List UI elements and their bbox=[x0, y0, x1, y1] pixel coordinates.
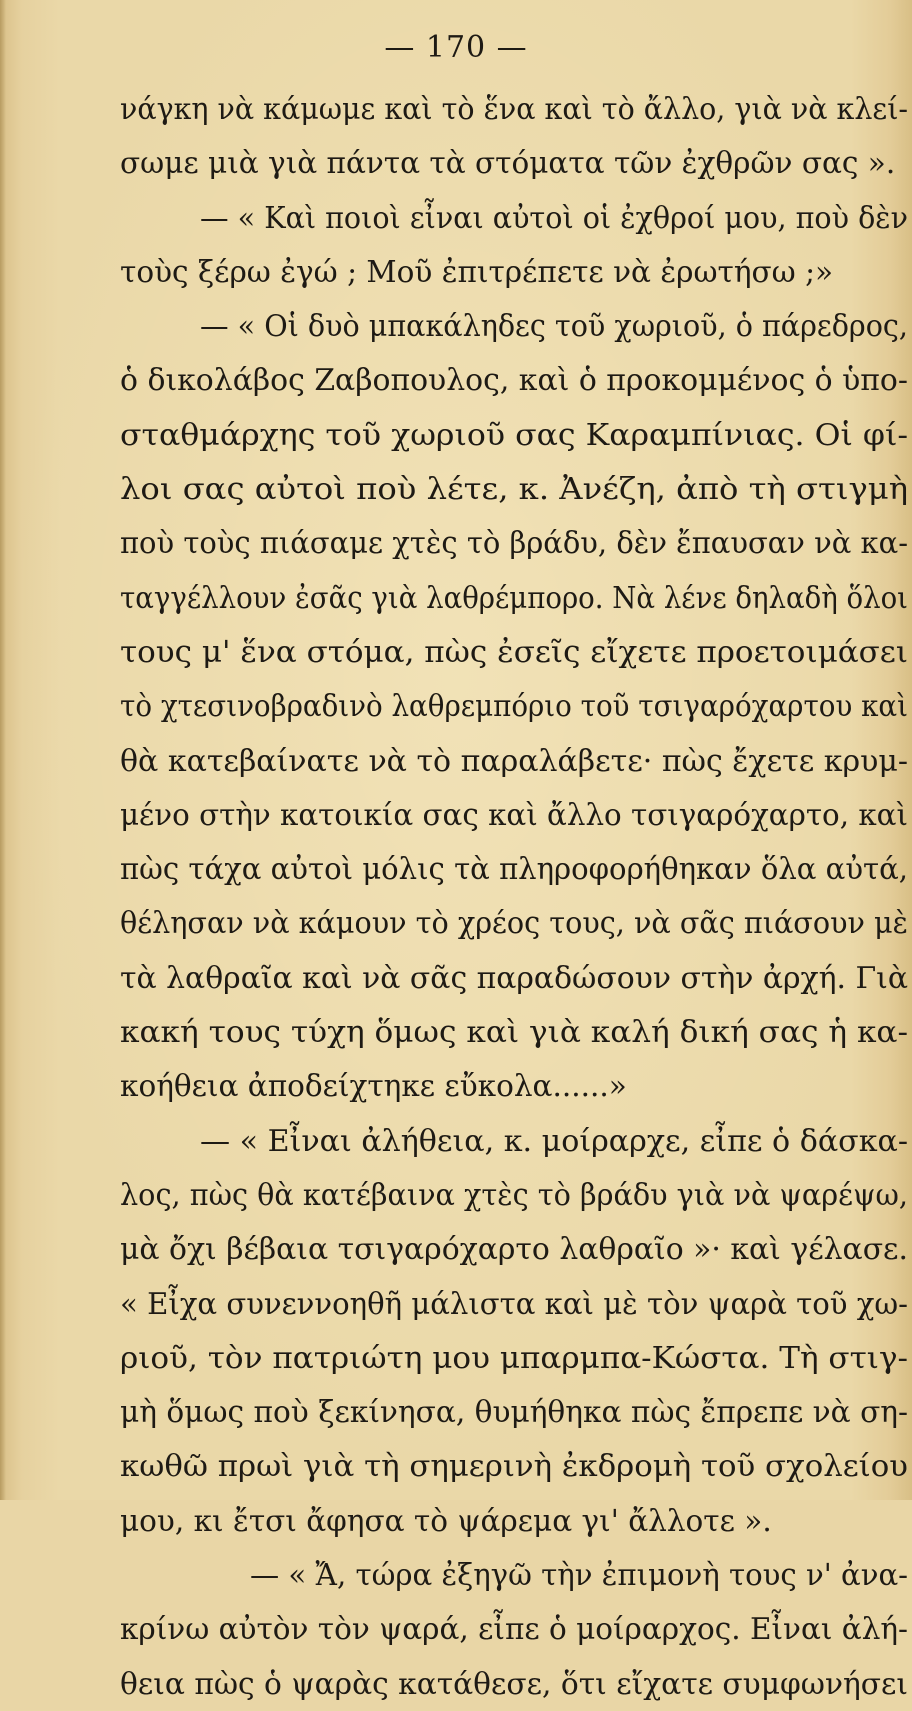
text-line: μένο στὴν κατοικία σας καὶ ἄλλο τσιγαρόχαρτο, καὶ bbox=[120, 797, 908, 832]
text-line: « Εἶχα συνεννοηθῆ μάλιστα καὶ μὲ τὸν ψαρὰ τοῦ χω- bbox=[120, 1286, 908, 1321]
text-line: κωθῶ πρωὶ γιὰ τὴ σημερινὴ ἐκδρομὴ τοῦ σχολείου bbox=[120, 1449, 908, 1484]
text-line: λος, πὼς θὰ κατέβαινα χτὲς τὸ βράδυ γιὰ νὰ ψαρέψω, bbox=[120, 1177, 908, 1212]
text-line: θεια πὼς ὁ ψαρὰς κατάθεσε, ὅτι εἴχατε συμφωνήσει bbox=[120, 1666, 908, 1701]
text-line: ποὺ τοὺς πιάσαμε χτὲς τὸ βράδυ, δὲν ἔπαυσαν νὰ κα- bbox=[120, 526, 908, 561]
text-line: τὸ χτεσινοβραδινὸ λαθρεμπόριο τοῦ τσιγαρόχαρτου καὶ bbox=[120, 689, 908, 724]
text-line: πὼς τάχα αὐτοὶ μόλις τὰ πληροφορήθηκαν ὅλα αὐτά, bbox=[120, 852, 908, 887]
page-number: — 170 — bbox=[384, 30, 528, 65]
text-line: σωμε μιὰ γιὰ πάντα τὰ στόματα τῶν ἐχθρῶν σας ». bbox=[120, 146, 896, 181]
page-edge-shadow bbox=[0, 0, 6, 1500]
text-line: ταγγέλλουν ἐσᾶς γιὰ λαθρέμπορο. Νὰ λένε δηλαδὴ ὅλοι bbox=[120, 580, 908, 615]
text-line: τὰ λαθραῖα καὶ νὰ σᾶς παραδώσουν στὴν ἀρχή. Γιὰ bbox=[120, 960, 908, 995]
text-line: κρίνω αὐτὸν τὸν ψαρά, εἶπε ὁ μοίραρχος. Εἶναι ἀλή- bbox=[120, 1612, 908, 1647]
text-line: τοὺς ξέρω ἐγώ ; Μοῦ ἐπιτρέπετε νὰ ἐρωτήσω ;» bbox=[120, 254, 834, 289]
text-line: σταθμάρχης τοῦ χωριοῦ σας Καραμπίνιας. Οἱ φί- bbox=[120, 417, 908, 452]
text-line: μὰ ὄχι βέβαια τσιγαρόχαρτο λαθραῖο »· καὶ γέλασε. bbox=[120, 1232, 908, 1267]
text-line: θὰ κατεβαίνατε νὰ τὸ παραλάβετε· πὼς ἔχετε κρυμ- bbox=[120, 743, 908, 778]
text-line: ριοῦ, τὸν πατριώτη μου μπαρμπα-Κώστα. Τὴ στιγ- bbox=[120, 1340, 908, 1375]
body-text bbox=[120, 82, 908, 1711]
text-line: λοι σας αὐτοὶ ποὺ λέτε, κ. Ἀνέζη, ἀπὸ τὴ στιγμὴ bbox=[120, 472, 908, 507]
text-line: ὁ δικολάβος Ζαβοπουλος, καὶ ὁ προκομμένος ὁ ὑπο- bbox=[120, 363, 908, 398]
text-line: — « Καὶ ποιοὶ εἶναι αὐτοὶ οἱ ἐχθροί μου, ποὺ δὲν bbox=[200, 200, 908, 235]
text-line: — « Ἄ, τώρα ἐξηγῶ τὴν ἐπιμονὴ τους ν' ἀνα- bbox=[250, 1558, 908, 1593]
text-line: νάγκη νὰ κάμωμε καὶ τὸ ἕνα καὶ τὸ ἄλλο, γιὰ νὰ κλεί- bbox=[120, 92, 908, 126]
text-line: κακή τους τύχη ὅμως καὶ γιὰ καλή δική σας ἡ κα- bbox=[120, 1015, 908, 1050]
text-line: κοήθεια ἀποδείχτηκε εὔκολα......» bbox=[120, 1069, 627, 1104]
text-line: μὴ ὅμως ποὺ ξεκίνησα, θυμήθηκα πὼς ἔπρεπε νὰ ση- bbox=[120, 1395, 908, 1430]
text-line: — « Οἱ δυὸ μπακάληδες τοῦ χωριοῦ, ὁ πάρεδρος, bbox=[200, 309, 908, 344]
text-line: — « Εἶναι ἀλήθεια, κ. μοίραρχε, εἶπε ὁ δάσκα- bbox=[200, 1123, 908, 1158]
text-line: θέλησαν νὰ κάμουν τὸ χρέος τους, νὰ σᾶς πιάσουν μὲ bbox=[120, 906, 908, 941]
text-line: τους μ' ἕνα στόμα, πὼς ἐσεῖς εἴχετε προετοιμάσει bbox=[120, 634, 908, 669]
text-line: μου, κι ἔτσι ἄφησα τὸ ψάρεμα γι' ἄλλοτε ». bbox=[120, 1503, 772, 1538]
